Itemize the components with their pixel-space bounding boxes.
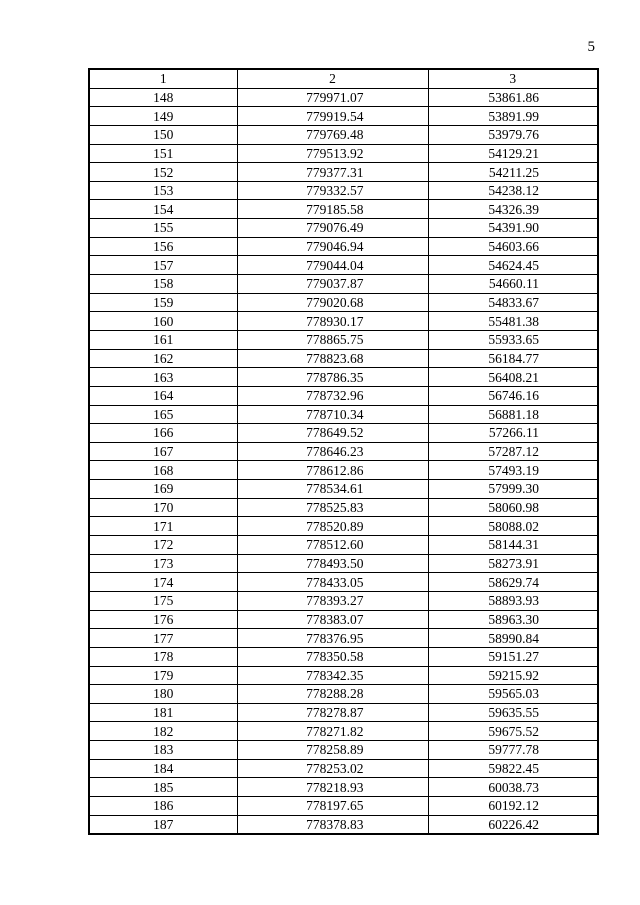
table-row xyxy=(89,647,598,666)
table-header-row xyxy=(89,69,598,88)
cell-y: 58990.84 xyxy=(428,629,598,648)
cell-y: 60038.73 xyxy=(428,778,598,797)
table-row xyxy=(89,722,598,741)
cell-y: 59635.55 xyxy=(428,703,598,722)
cell-y: 55481.38 xyxy=(428,312,598,331)
table-row xyxy=(89,610,598,629)
table-row xyxy=(89,666,598,685)
cell-x: 778525.83 xyxy=(237,498,428,517)
cell-x: 778253.02 xyxy=(237,759,428,778)
cell-point-number: 157 xyxy=(89,256,237,275)
cell-y: 55933.65 xyxy=(428,330,598,349)
cell-y: 54603.66 xyxy=(428,237,598,256)
table-row xyxy=(89,163,598,182)
cell-x: 779769.48 xyxy=(237,125,428,144)
cell-y: 57493.19 xyxy=(428,461,598,480)
cell-x: 778930.17 xyxy=(237,312,428,331)
table-row xyxy=(89,386,598,405)
cell-y: 59565.03 xyxy=(428,685,598,704)
table-row xyxy=(89,759,598,778)
cell-x: 778786.35 xyxy=(237,368,428,387)
cell-x: 779971.07 xyxy=(237,88,428,107)
table-row xyxy=(89,685,598,704)
cell-y: 60226.42 xyxy=(428,815,598,834)
cell-y: 57266.11 xyxy=(428,424,598,443)
table-row xyxy=(89,424,598,443)
column-header-x: 2 xyxy=(237,69,428,88)
cell-point-number: 171 xyxy=(89,517,237,536)
cell-x: 778732.96 xyxy=(237,386,428,405)
cell-y: 56408.21 xyxy=(428,368,598,387)
table-row xyxy=(89,330,598,349)
table-row xyxy=(89,498,598,517)
table-row xyxy=(89,293,598,312)
cell-x: 778646.23 xyxy=(237,442,428,461)
table-row xyxy=(89,88,598,107)
cell-point-number: 170 xyxy=(89,498,237,517)
cell-y: 54624.45 xyxy=(428,256,598,275)
cell-point-number: 169 xyxy=(89,480,237,499)
cell-x: 779046.94 xyxy=(237,237,428,256)
cell-x: 779044.04 xyxy=(237,256,428,275)
cell-x: 779185.58 xyxy=(237,200,428,219)
coordinates-table xyxy=(88,68,599,835)
cell-x: 778288.28 xyxy=(237,685,428,704)
cell-point-number: 149 xyxy=(89,107,237,126)
cell-point-number: 160 xyxy=(89,312,237,331)
cell-x: 778534.61 xyxy=(237,480,428,499)
cell-x: 778512.60 xyxy=(237,536,428,555)
cell-x: 778350.58 xyxy=(237,647,428,666)
table-row xyxy=(89,237,598,256)
cell-y: 59215.92 xyxy=(428,666,598,685)
cell-x: 778258.89 xyxy=(237,741,428,760)
cell-y: 59822.45 xyxy=(428,759,598,778)
cell-point-number: 180 xyxy=(89,685,237,704)
column-header-y: 3 xyxy=(428,69,598,88)
table-row xyxy=(89,181,598,200)
cell-x: 778278.87 xyxy=(237,703,428,722)
cell-point-number: 178 xyxy=(89,647,237,666)
cell-point-number: 179 xyxy=(89,666,237,685)
cell-x: 778342.35 xyxy=(237,666,428,685)
table-row xyxy=(89,442,598,461)
cell-point-number: 155 xyxy=(89,219,237,238)
cell-y: 59675.52 xyxy=(428,722,598,741)
cell-x: 779020.68 xyxy=(237,293,428,312)
cell-y: 59777.78 xyxy=(428,741,598,760)
cell-point-number: 175 xyxy=(89,591,237,610)
table-row xyxy=(89,554,598,573)
cell-point-number: 181 xyxy=(89,703,237,722)
cell-x: 778197.65 xyxy=(237,796,428,815)
table-row xyxy=(89,368,598,387)
cell-x: 778378.83 xyxy=(237,815,428,834)
column-header-point-number: 1 xyxy=(89,69,237,88)
cell-point-number: 159 xyxy=(89,293,237,312)
table-row xyxy=(89,703,598,722)
cell-x: 779037.87 xyxy=(237,275,428,294)
cell-y: 58629.74 xyxy=(428,573,598,592)
cell-y: 58060.98 xyxy=(428,498,598,517)
cell-y: 53979.76 xyxy=(428,125,598,144)
table-row xyxy=(89,536,598,555)
cell-y: 57287.12 xyxy=(428,442,598,461)
cell-point-number: 158 xyxy=(89,275,237,294)
cell-x: 778612.86 xyxy=(237,461,428,480)
cell-x: 779513.92 xyxy=(237,144,428,163)
table-row xyxy=(89,312,598,331)
cell-y: 59151.27 xyxy=(428,647,598,666)
table-row xyxy=(89,200,598,219)
cell-x: 778271.82 xyxy=(237,722,428,741)
cell-x: 778393.27 xyxy=(237,591,428,610)
cell-y: 57999.30 xyxy=(428,480,598,499)
cell-y: 54833.67 xyxy=(428,293,598,312)
table-body xyxy=(89,88,598,834)
cell-x: 778649.52 xyxy=(237,424,428,443)
cell-y: 53891.99 xyxy=(428,107,598,126)
cell-point-number: 148 xyxy=(89,88,237,107)
cell-point-number: 168 xyxy=(89,461,237,480)
cell-x: 779377.31 xyxy=(237,163,428,182)
cell-y: 53861.86 xyxy=(428,88,598,107)
cell-y: 54129.21 xyxy=(428,144,598,163)
cell-x: 778520.89 xyxy=(237,517,428,536)
cell-y: 60192.12 xyxy=(428,796,598,815)
cell-y: 58273.91 xyxy=(428,554,598,573)
table-row xyxy=(89,125,598,144)
cell-point-number: 184 xyxy=(89,759,237,778)
table-row xyxy=(89,107,598,126)
cell-point-number: 185 xyxy=(89,778,237,797)
cell-point-number: 167 xyxy=(89,442,237,461)
cell-point-number: 173 xyxy=(89,554,237,573)
table-row xyxy=(89,480,598,499)
cell-point-number: 177 xyxy=(89,629,237,648)
cell-y: 58963.30 xyxy=(428,610,598,629)
cell-x: 779076.49 xyxy=(237,219,428,238)
cell-x: 778865.75 xyxy=(237,330,428,349)
cell-y: 54391.90 xyxy=(428,219,598,238)
cell-y: 56184.77 xyxy=(428,349,598,368)
cell-point-number: 172 xyxy=(89,536,237,555)
cell-point-number: 151 xyxy=(89,144,237,163)
cell-point-number: 182 xyxy=(89,722,237,741)
cell-y: 54326.39 xyxy=(428,200,598,219)
cell-y: 58893.93 xyxy=(428,591,598,610)
cell-y: 54211.25 xyxy=(428,163,598,182)
cell-point-number: 166 xyxy=(89,424,237,443)
table-row xyxy=(89,573,598,592)
cell-y: 56881.18 xyxy=(428,405,598,424)
table-row xyxy=(89,256,598,275)
cell-y: 58088.02 xyxy=(428,517,598,536)
table-row xyxy=(89,461,598,480)
cell-x: 778823.68 xyxy=(237,349,428,368)
table-row xyxy=(89,219,598,238)
cell-point-number: 161 xyxy=(89,330,237,349)
cell-point-number: 154 xyxy=(89,200,237,219)
cell-point-number: 153 xyxy=(89,181,237,200)
cell-x: 779332.57 xyxy=(237,181,428,200)
cell-x: 778218.93 xyxy=(237,778,428,797)
cell-point-number: 176 xyxy=(89,610,237,629)
cell-point-number: 187 xyxy=(89,815,237,834)
cell-point-number: 156 xyxy=(89,237,237,256)
table-row xyxy=(89,778,598,797)
table-row xyxy=(89,815,598,834)
cell-point-number: 174 xyxy=(89,573,237,592)
cell-y: 54238.12 xyxy=(428,181,598,200)
cell-y: 58144.31 xyxy=(428,536,598,555)
table-row xyxy=(89,144,598,163)
cell-x: 778376.95 xyxy=(237,629,428,648)
cell-point-number: 186 xyxy=(89,796,237,815)
cell-point-number: 152 xyxy=(89,163,237,182)
table-row xyxy=(89,741,598,760)
cell-x: 778383.07 xyxy=(237,610,428,629)
cell-point-number: 163 xyxy=(89,368,237,387)
cell-x: 778493.50 xyxy=(237,554,428,573)
cell-y: 56746.16 xyxy=(428,386,598,405)
cell-x: 778710.34 xyxy=(237,405,428,424)
table-row xyxy=(89,349,598,368)
cell-point-number: 162 xyxy=(89,349,237,368)
page-number: 5 xyxy=(587,39,595,55)
table-row xyxy=(89,517,598,536)
cell-y: 54660.11 xyxy=(428,275,598,294)
table-row xyxy=(89,275,598,294)
cell-point-number: 183 xyxy=(89,741,237,760)
cell-point-number: 164 xyxy=(89,386,237,405)
table-row xyxy=(89,405,598,424)
cell-x: 778433.05 xyxy=(237,573,428,592)
table-row xyxy=(89,796,598,815)
table-row xyxy=(89,591,598,610)
table-row xyxy=(89,629,598,648)
cell-point-number: 150 xyxy=(89,125,237,144)
cell-point-number: 165 xyxy=(89,405,237,424)
cell-x: 779919.54 xyxy=(237,107,428,126)
